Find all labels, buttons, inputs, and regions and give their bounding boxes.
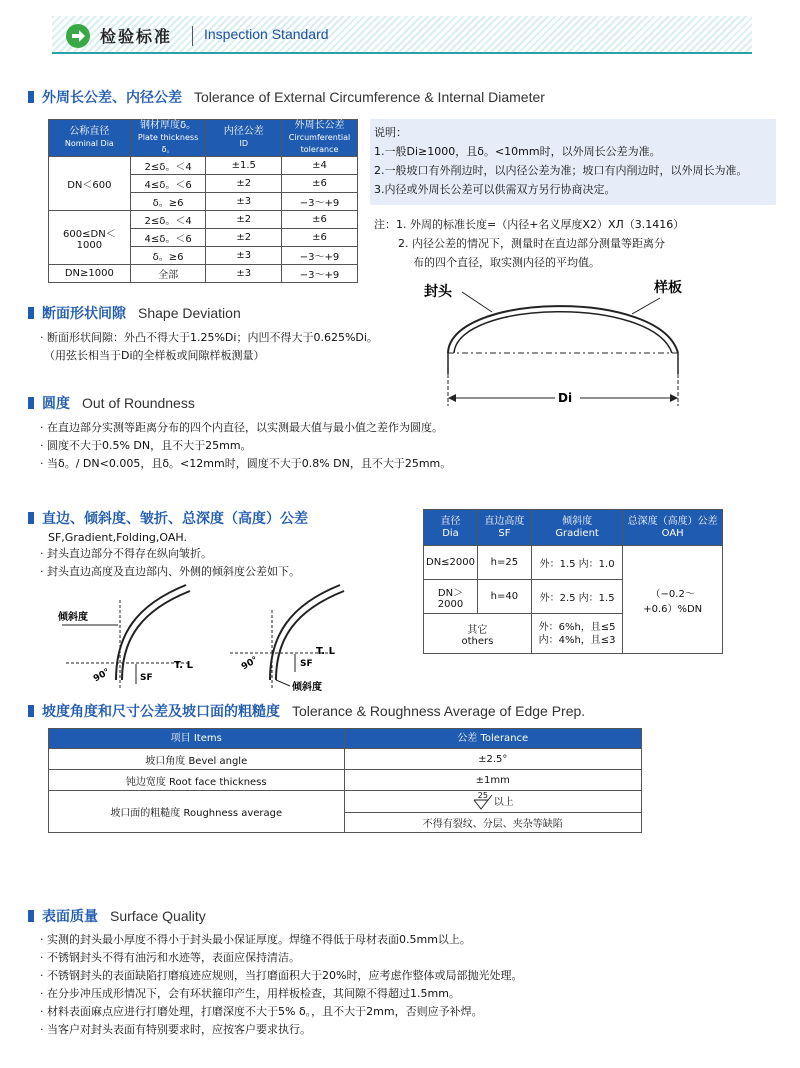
header-banner: [52, 16, 752, 54]
body-line: · 在分步冲压成形情况下，会有环状箍印产生，用样板检查，其间隙不得超过1.5mm。: [40, 987, 460, 1000]
edge-prep-table: 项目 Items 公差 Tolerance 坡口角度 Bevel angle ±2.5° 钝边宽度 Root face thickness ±1mm 坡口面的粗糙度 Roughness average 25 以上 不得有裂纹、分层、夹杂等缺陷: [48, 728, 642, 833]
oah-value: （−0.2～+0.6）%DN: [623, 546, 723, 654]
svg-text:倾斜度: 倾斜度: [58, 612, 88, 623]
header-title-en: Inspection Standard: [204, 26, 329, 42]
body-line: · 封头直边高度及直边部内、外侧的倾斜度公差如下。: [40, 565, 300, 578]
sf-table: 直径 Dia 直边高度 SF 倾斜度 Gradient 总深度（高度）公差 OAH DN≤2000 h=25 外：1.5 内：1.0 （−0.2～+0.6）%DN DN＞2000 h=40 外：2.5 内：1.5 其它 others 外：6%h，且≤5 内：4%h，且≤3: [423, 509, 723, 654]
section-heading-tolerance: 外周长公差、内径公差 Tolerance of External Circumference & Internal Diameter: [28, 87, 545, 107]
body-line: · 当客户对封头表面有特别要求时，应按客户要求执行。: [40, 1023, 311, 1036]
body-line: · 材料表面麻点应进行打磨处理，打磨深度不大于5% δ。，且不大于2mm，否则应予补焊。: [40, 1005, 483, 1018]
body-line: （用弦长相当于Di的全样板或间隙样板测量）: [44, 349, 265, 362]
note-line: 2.一般坡口有外削边时，以内径公差为准；坡口有内削边时，以外周长为准。: [374, 164, 748, 177]
body-line: · 封头直边部分不得存在纵向皱折。: [40, 547, 212, 560]
svg-text:T. L: T. L: [174, 660, 193, 671]
template-label: 样板: [654, 280, 682, 296]
di-label: Di: [558, 391, 573, 405]
body-line: · 实测的封头最小厚度不得小于封头最小保证厚度。焊缝不得低于母材表面0.5mm以上。: [40, 933, 471, 946]
sf-outer-figure: [56, 580, 206, 695]
sf-inner-figure: [220, 580, 370, 695]
head-label: 封头: [424, 284, 452, 300]
section-heading-roundness: 圆度 Out of Roundness: [28, 393, 195, 413]
tolerance-table: 公称直径 Nominal Dia 钢材厚度δ。 Plate thickness δ。 内径公差 ID 外周长公差 Circumferential tolerance DN＜600 2≤δ。＜4 ±1.5 ±4 4≤δ。＜6 ±2 ±6 δ。≥6 ±3 −3～+9 600≤DN＜1000 2≤δ。＜4 ±2 ±6 4≤δ。＜6 ±2 ±6 δ。≥6 ±3 −3～+9 DN≥1000 全部 ±3 −3～+9: [48, 119, 358, 283]
section-heading-surface: 表面质量 Surface Quality: [28, 906, 206, 926]
body-line: · 当δ。/ DN<0.005，且δ。<12mm时，圆度不大于0.8% DN，且不大于25mm。: [40, 457, 452, 470]
section-heading-edge-prep: 坡度角度和尺寸公差及坡口面的粗糙度 Tolerance & Roughness Average of Edge Prep.: [28, 701, 585, 721]
note-line: 1.一般Di≥1000，且δ。<10mm时，以外周长公差为准。: [374, 145, 661, 158]
svg-text:90°: 90°: [240, 655, 260, 673]
body-line: · 不锈钢封头的表面缺陷打磨痕迹应规则，当打磨面积大于20%时，应考虑作整体或局部抛光处理。: [40, 969, 523, 982]
head-template-diagram: [420, 278, 720, 408]
sf-subtitle: SF,Gradient,Folding,OAH.: [48, 531, 187, 544]
body-line: · 圆度不大于0.5% DN，且不大于25mm。: [40, 439, 252, 452]
note-line: 3.内径或外周长公差可以供需双方另行协商决定。: [374, 183, 616, 196]
header-separator: [192, 26, 193, 46]
notes-title: 说明：: [374, 126, 407, 139]
header-title-cn: 检验标准: [100, 27, 173, 46]
section-marker: [28, 91, 34, 103]
remark-line: 布的四个直径，取实测内径的平均值。: [413, 256, 600, 269]
roughness-symbol-icon: 25: [472, 794, 494, 810]
remark-line: 2. 内径公差的情况下，测量时在直边部分测量等距离分: [398, 237, 665, 250]
svg-text:90°: 90°: [92, 667, 112, 685]
table-cell: DN＜600: [49, 157, 131, 211]
body-line: · 断面形状间隙：外凸不得大于1.25%Di；内凹不得大于0.625%Di。: [40, 331, 378, 344]
svg-text:SF: SF: [300, 659, 313, 669]
svg-text:SF: SF: [140, 673, 153, 683]
body-line: · 不锈钢封头不得有油污和水迹等，表面应保持清洁。: [40, 951, 300, 964]
section-heading-sf: 直边、倾斜度、皱折、总深度（高度）公差: [28, 508, 308, 528]
section-heading-shape: 断面形状间隙 Shape Deviation: [28, 303, 241, 323]
remark-line: 注：1. 外周的标准长度=（内径+名义厚度X2）XЛ（3.1416）: [374, 218, 685, 231]
svg-text:倾斜度: 倾斜度: [292, 682, 322, 693]
body-line: · 在直边部分实测等距离分布的四个内直径，以实测最大值与最小值之差作为圆度。: [40, 421, 443, 434]
arrow-right-icon: [66, 24, 90, 48]
svg-text:T. L: T. L: [316, 646, 335, 657]
